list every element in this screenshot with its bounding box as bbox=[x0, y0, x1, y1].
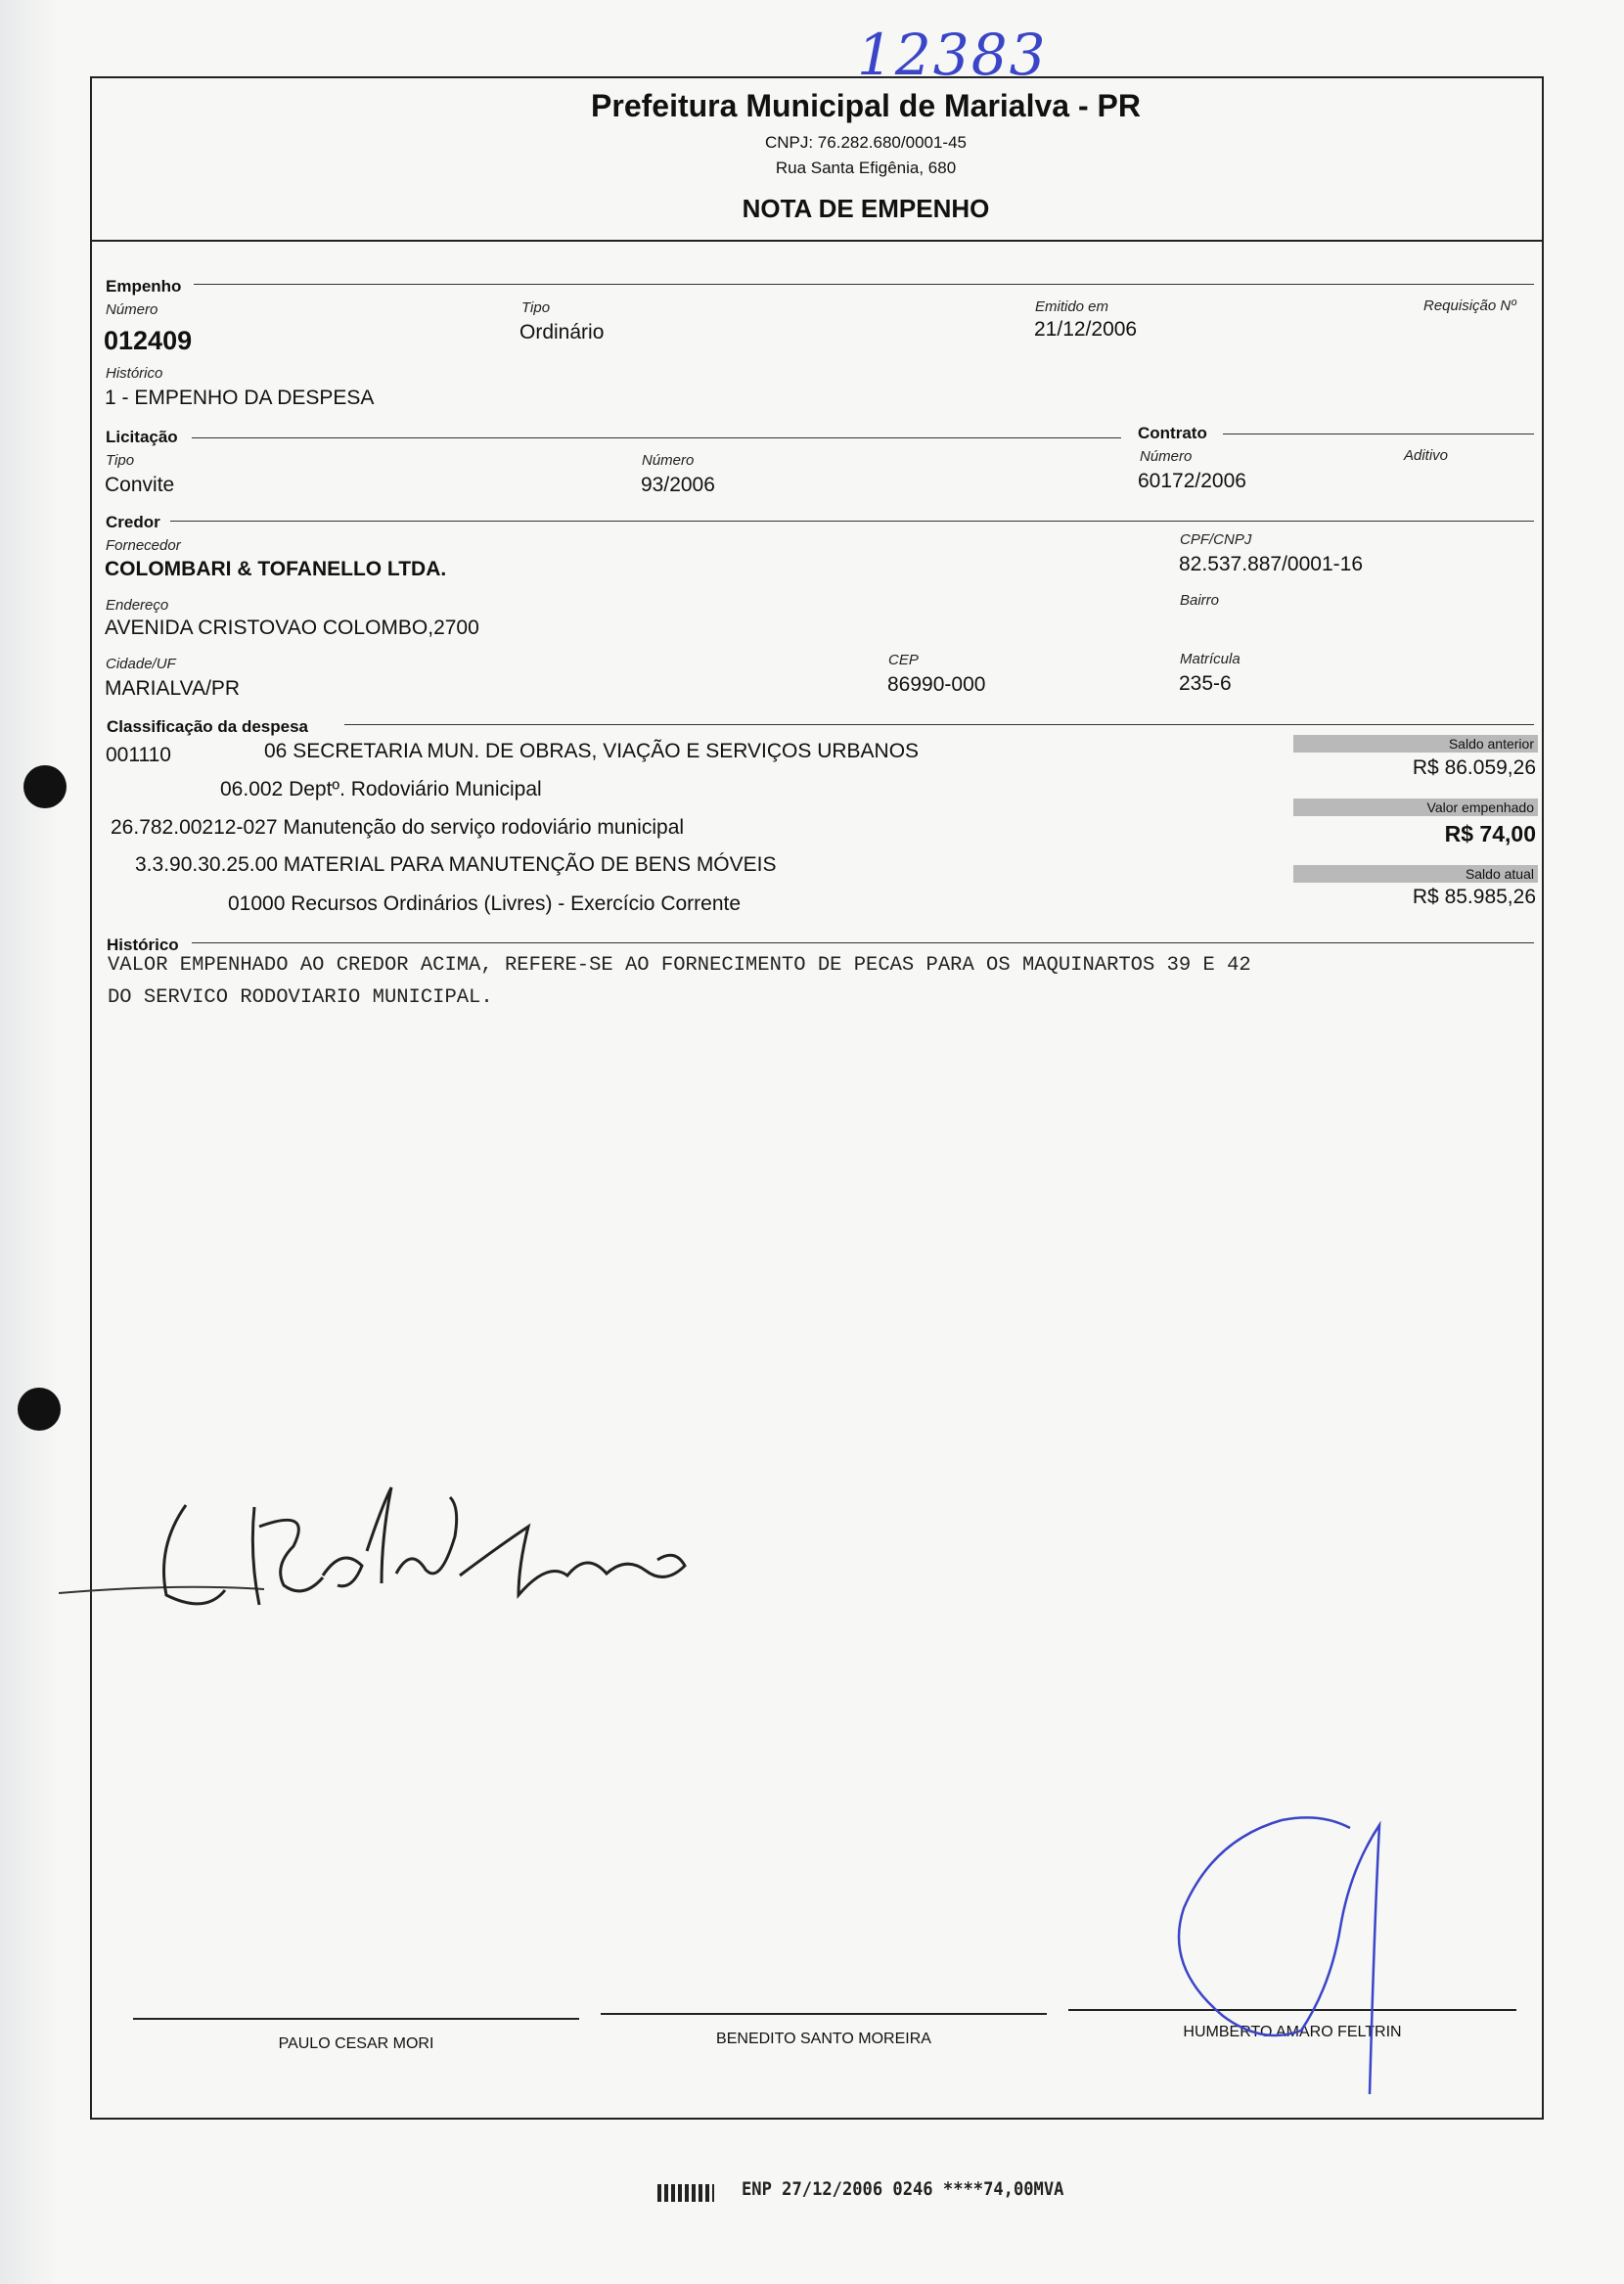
classificacao-line-1: 06 SECRETARIA MUN. DE OBRAS, VIAÇÃO E SERVIÇOS URBANOS bbox=[264, 740, 920, 762]
endereco-label: Endereço bbox=[106, 597, 169, 614]
classificacao-divider bbox=[344, 724, 1534, 725]
cep-label: CEP bbox=[888, 652, 919, 668]
contrato-numero-label: Número bbox=[1140, 448, 1193, 465]
cnpj-text: CNPJ: 76.282.680/0001-45 bbox=[764, 133, 968, 152]
empenho-tipo: Ordinário bbox=[519, 321, 605, 343]
classificacao-section-title: Classificação da despesa bbox=[107, 717, 309, 736]
cidade-label: Cidade/UF bbox=[106, 656, 176, 672]
saldo-atual-label: Saldo atual bbox=[1293, 865, 1538, 883]
licitacao-tipo: Convite bbox=[105, 474, 175, 496]
address-text: Rua Santa Efigênia, 680 bbox=[775, 159, 957, 177]
classificacao-line-2: 06.002 Deptº. Rodoviário Municipal bbox=[220, 778, 542, 800]
header-divider bbox=[90, 240, 1544, 242]
historico-line-1: VALOR EMPENHADO AO CREDOR ACIMA, REFERE-SE AO FORNECIMENTO DE PECAS PARA OS MAQUINARTOS 39 E 42 bbox=[108, 954, 1251, 977]
saldo-atual-value: R$ 85.985,26 bbox=[1412, 886, 1536, 908]
cep-value: 86990-000 bbox=[887, 673, 986, 696]
licitacao-section-title: Licitação bbox=[106, 428, 178, 446]
historico-line-2: DO SERVICO RODOVIARIO MUNICIPAL. bbox=[108, 986, 493, 1009]
matricula-label: Matrícula bbox=[1180, 651, 1241, 667]
footer-stamp: ENP 27/12/2006 0246 ****74,00MVA bbox=[742, 2178, 1064, 2200]
signature-line-1 bbox=[133, 2018, 579, 2020]
historico-section-title: Histórico bbox=[107, 936, 179, 954]
punch-hole-top bbox=[23, 765, 67, 808]
valor-empenhado-value: R$ 74,00 bbox=[1444, 821, 1536, 846]
emitido-date: 21/12/2006 bbox=[1034, 318, 1138, 341]
empenho-divider bbox=[194, 284, 1534, 285]
empenho-section-title: Empenho bbox=[106, 277, 182, 296]
scanned-page-edge bbox=[0, 0, 59, 2284]
handwritten-number: 12383 bbox=[857, 22, 1048, 88]
saldo-anterior-label: Saldo anterior bbox=[1293, 735, 1538, 753]
contrato-section-title: Contrato bbox=[1138, 424, 1207, 442]
endereco-value: AVENIDA CRISTOVAO COLOMBO,2700 bbox=[105, 617, 479, 639]
credor-section-title: Credor bbox=[106, 513, 160, 531]
cidade-value: MARIALVA/PR bbox=[105, 677, 241, 700]
requisicao-label: Requisição Nº bbox=[1423, 297, 1516, 314]
empenho-historico-label: Histórico bbox=[106, 365, 163, 382]
licitacao-divider bbox=[192, 437, 1121, 438]
bairro-label: Bairro bbox=[1180, 592, 1220, 609]
page-title: Prefeitura Municipal de Marialva - PR bbox=[591, 88, 1141, 123]
empenho-historico: 1 - EMPENHO DA DESPESA bbox=[105, 387, 375, 409]
handwritten-signature bbox=[59, 1468, 704, 1664]
signature-line-2 bbox=[601, 2013, 1047, 2015]
punch-hole-bottom bbox=[18, 1388, 61, 1431]
matricula-value: 235-6 bbox=[1179, 672, 1232, 695]
empenho-numero: 012409 bbox=[104, 326, 193, 355]
aditivo-label: Aditivo bbox=[1404, 447, 1449, 464]
valor-empenhado-label: Valor empenhado bbox=[1293, 799, 1538, 816]
fornecedor-label: Fornecedor bbox=[106, 537, 181, 554]
signatory-1: PAULO CESAR MORI bbox=[278, 2035, 434, 2052]
cpf-label: CPF/CNPJ bbox=[1180, 531, 1252, 548]
classificacao-line-3: 26.782.00212-027 Manutenção do serviço rodoviário municipal bbox=[111, 816, 685, 839]
fornecedor-name: COLOMBARI & TOFANELLO LTDA. bbox=[105, 558, 447, 580]
header bbox=[90, 78, 1544, 240]
credor-divider bbox=[170, 521, 1534, 522]
licitacao-numero-label: Número bbox=[642, 452, 695, 469]
signatory-3: HUMBERTO AMARO FELTRIN bbox=[1183, 2024, 1402, 2040]
licitacao-numero: 93/2006 bbox=[641, 474, 715, 496]
classificacao-orgao-code: 001110 bbox=[106, 744, 171, 766]
cpf-value: 82.537.887/0001-16 bbox=[1179, 553, 1364, 575]
contrato-numero: 60172/2006 bbox=[1138, 470, 1246, 492]
emitido-label: Emitido em bbox=[1035, 298, 1109, 315]
empenho-tipo-label: Tipo bbox=[521, 299, 551, 316]
signatory-2: BENEDITO SANTO MOREIRA bbox=[716, 2031, 931, 2047]
historico-divider bbox=[192, 942, 1534, 943]
classificacao-line-4: 3.3.90.30.25.00 MATERIAL PARA MANUTENÇÃO DE BENS MÓVEIS bbox=[135, 853, 777, 876]
empenho-numero-label: Número bbox=[106, 301, 158, 318]
footer-barcode-mark bbox=[657, 2184, 714, 2202]
blue-signature bbox=[1154, 1801, 1409, 2114]
licitacao-tipo-label: Tipo bbox=[106, 452, 135, 469]
saldo-anterior-value: R$ 86.059,26 bbox=[1412, 756, 1536, 779]
document-title: NOTA DE EMPENHO bbox=[742, 194, 990, 223]
classificacao-line-5: 01000 Recursos Ordinários (Livres) - Exercício Corrente bbox=[228, 892, 742, 915]
